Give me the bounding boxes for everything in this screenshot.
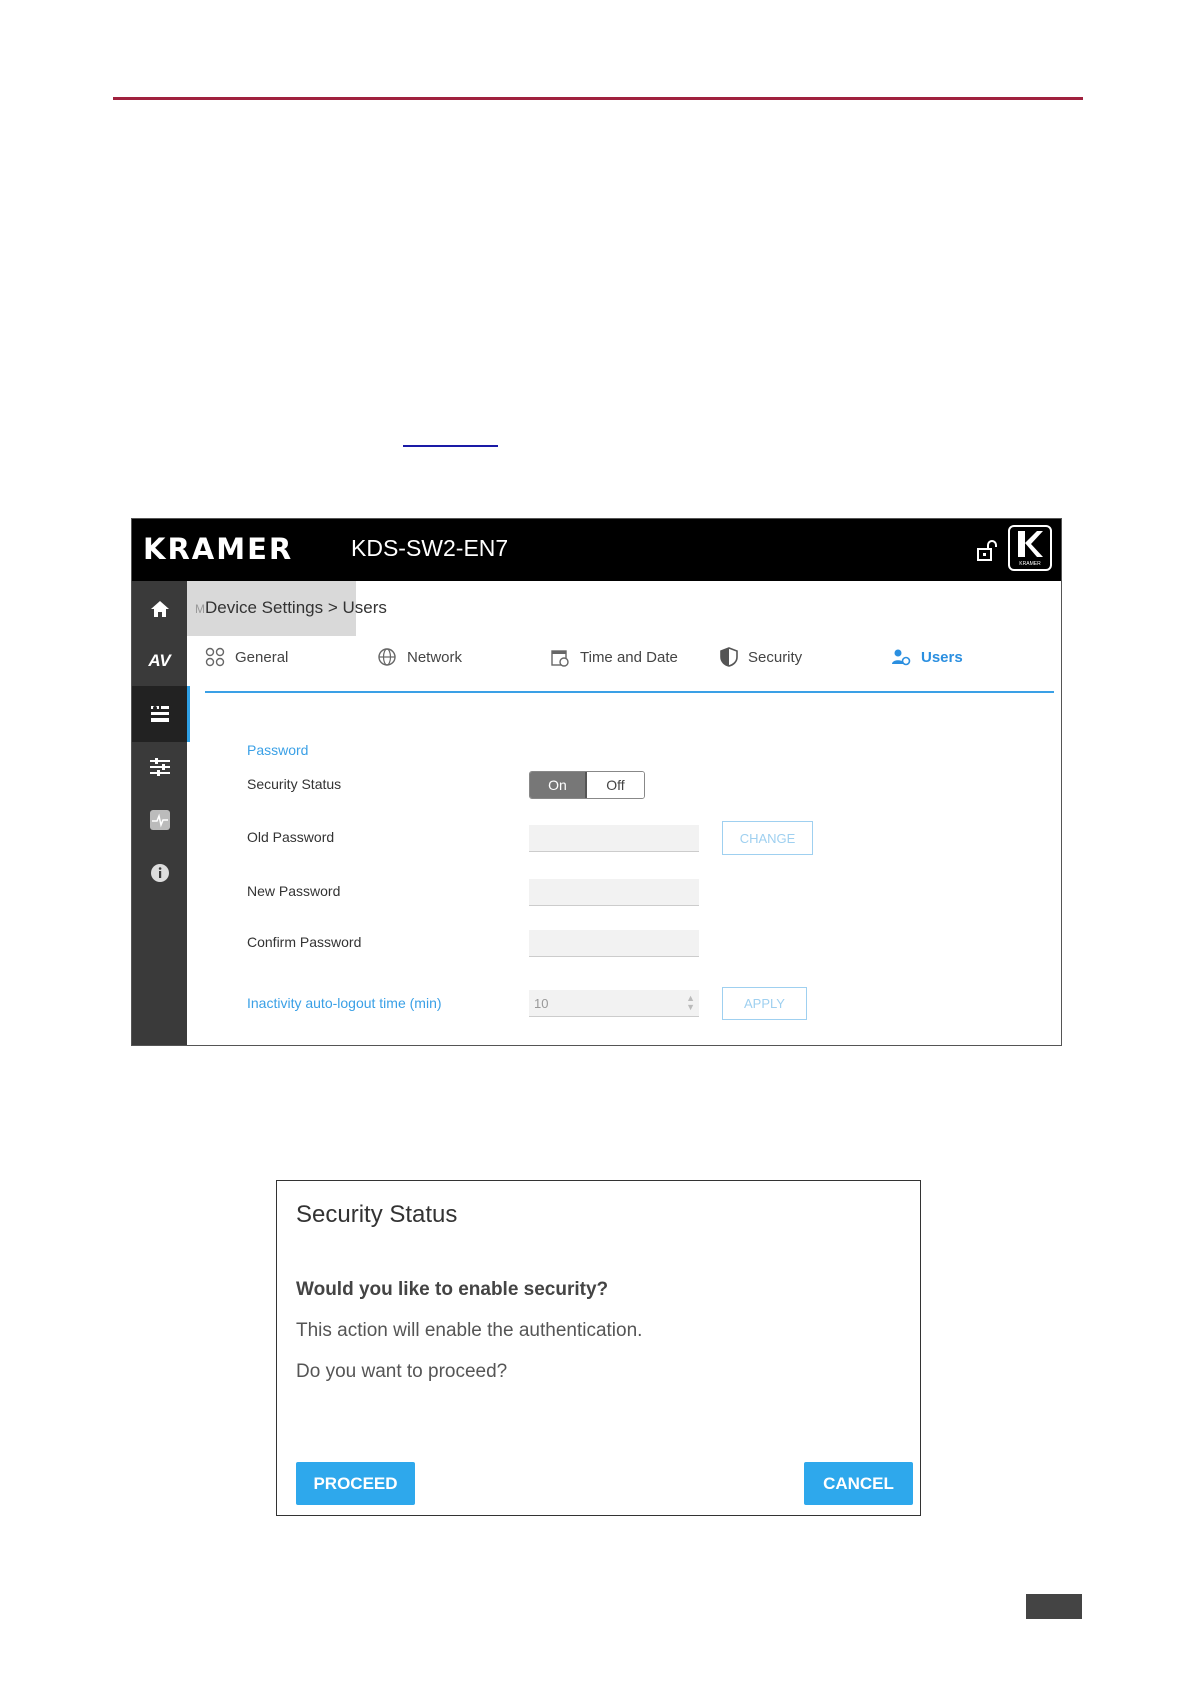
dialog-title: Security Status xyxy=(296,1201,458,1228)
stepper-icon[interactable]: ▲ ▼ xyxy=(686,993,695,1012)
tab-general[interactable] xyxy=(205,647,288,667)
general-icon xyxy=(205,647,225,667)
tab-underline xyxy=(205,691,1054,693)
tab-security[interactable] xyxy=(720,647,802,667)
breadcrumb-text: Device Settings > Users xyxy=(205,598,387,617)
page-number-tab xyxy=(1026,1594,1082,1619)
tab-security-label: Security xyxy=(748,648,803,666)
new-password-field[interactable] xyxy=(529,879,699,906)
tab-time-and-date[interactable] xyxy=(550,647,678,667)
security-status-dialog xyxy=(276,1180,921,1516)
new-password-input[interactable] xyxy=(529,879,699,905)
active-indicator xyxy=(187,686,190,742)
kramer-k-logo-icon xyxy=(1008,525,1052,571)
sidebar-item-home[interactable] xyxy=(132,581,187,637)
users-icon xyxy=(891,647,911,667)
tab-network[interactable] xyxy=(377,647,462,667)
inactivity-input[interactable] xyxy=(529,990,699,1016)
svg-text:KRAMER: KRAMER xyxy=(1019,561,1041,567)
dialog-line-1: This action will enable the authentication. xyxy=(296,1320,643,1341)
av-label: AV xyxy=(148,651,171,670)
change-button[interactable]: CHANGE xyxy=(722,821,813,855)
dialog-line-2: Do you want to proceed? xyxy=(296,1361,508,1382)
pulse-icon xyxy=(149,809,171,831)
device-settings-screenshot xyxy=(131,518,1062,1046)
breadcrumb xyxy=(195,598,387,618)
kramer-logo: KRAMER xyxy=(143,532,294,566)
tab-users[interactable] xyxy=(891,647,963,667)
sliders-icon xyxy=(149,757,171,777)
device-name: KDS-SW2-EN7 xyxy=(351,535,509,561)
info-icon xyxy=(150,863,170,883)
home-icon xyxy=(150,600,170,618)
breadcrumb-truncated: M xyxy=(195,602,205,616)
old-password-field[interactable] xyxy=(529,825,699,852)
proceed-button[interactable]: PROCEED xyxy=(296,1462,415,1505)
tab-time-and-date-label: Time and Date xyxy=(580,648,678,666)
confirm-password-input[interactable] xyxy=(529,930,699,956)
tab-network-label: Network xyxy=(407,648,463,666)
dialog-question: Would you like to enable security? xyxy=(296,1279,609,1300)
network-icon xyxy=(377,647,397,667)
sidebar xyxy=(132,581,187,1046)
inactivity-label: Inactivity auto-logout time (min) xyxy=(247,995,442,1011)
security-status-label: Security Status xyxy=(247,776,342,792)
sidebar-item-av[interactable] xyxy=(132,633,187,689)
unlock-icon[interactable] xyxy=(975,539,999,563)
settings-icon xyxy=(150,704,170,724)
old-password-input[interactable] xyxy=(529,825,699,851)
page-header-rule xyxy=(113,97,1083,100)
tab-bar xyxy=(205,637,1002,683)
cancel-button[interactable]: CANCEL xyxy=(804,1462,913,1505)
confirm-password-label: Confirm Password xyxy=(247,934,362,950)
top-bar xyxy=(132,519,1061,581)
inactivity-field[interactable] xyxy=(529,990,699,1017)
old-password-label: Old Password xyxy=(247,829,335,845)
sidebar-item-about[interactable] xyxy=(132,845,187,901)
tab-general-label: General xyxy=(235,648,289,666)
tab-users-label: Users xyxy=(921,648,963,666)
hyperlink-underline[interactable] xyxy=(403,445,498,447)
apply-button[interactable]: APPLY xyxy=(722,987,807,1020)
new-password-label: New Password xyxy=(247,883,341,899)
sidebar-item-device-settings[interactable] xyxy=(132,686,187,742)
shield-icon xyxy=(720,647,738,667)
sidebar-item-routing[interactable] xyxy=(132,739,187,795)
toggle-on[interactable]: On xyxy=(530,772,585,798)
confirm-password-field[interactable] xyxy=(529,930,699,957)
calendar-icon xyxy=(550,647,570,667)
password-section-title: Password xyxy=(247,742,309,758)
toggle-off[interactable]: Off xyxy=(585,772,644,798)
sidebar-item-diagnostics[interactable] xyxy=(132,792,187,848)
security-status-toggle[interactable] xyxy=(529,771,645,799)
